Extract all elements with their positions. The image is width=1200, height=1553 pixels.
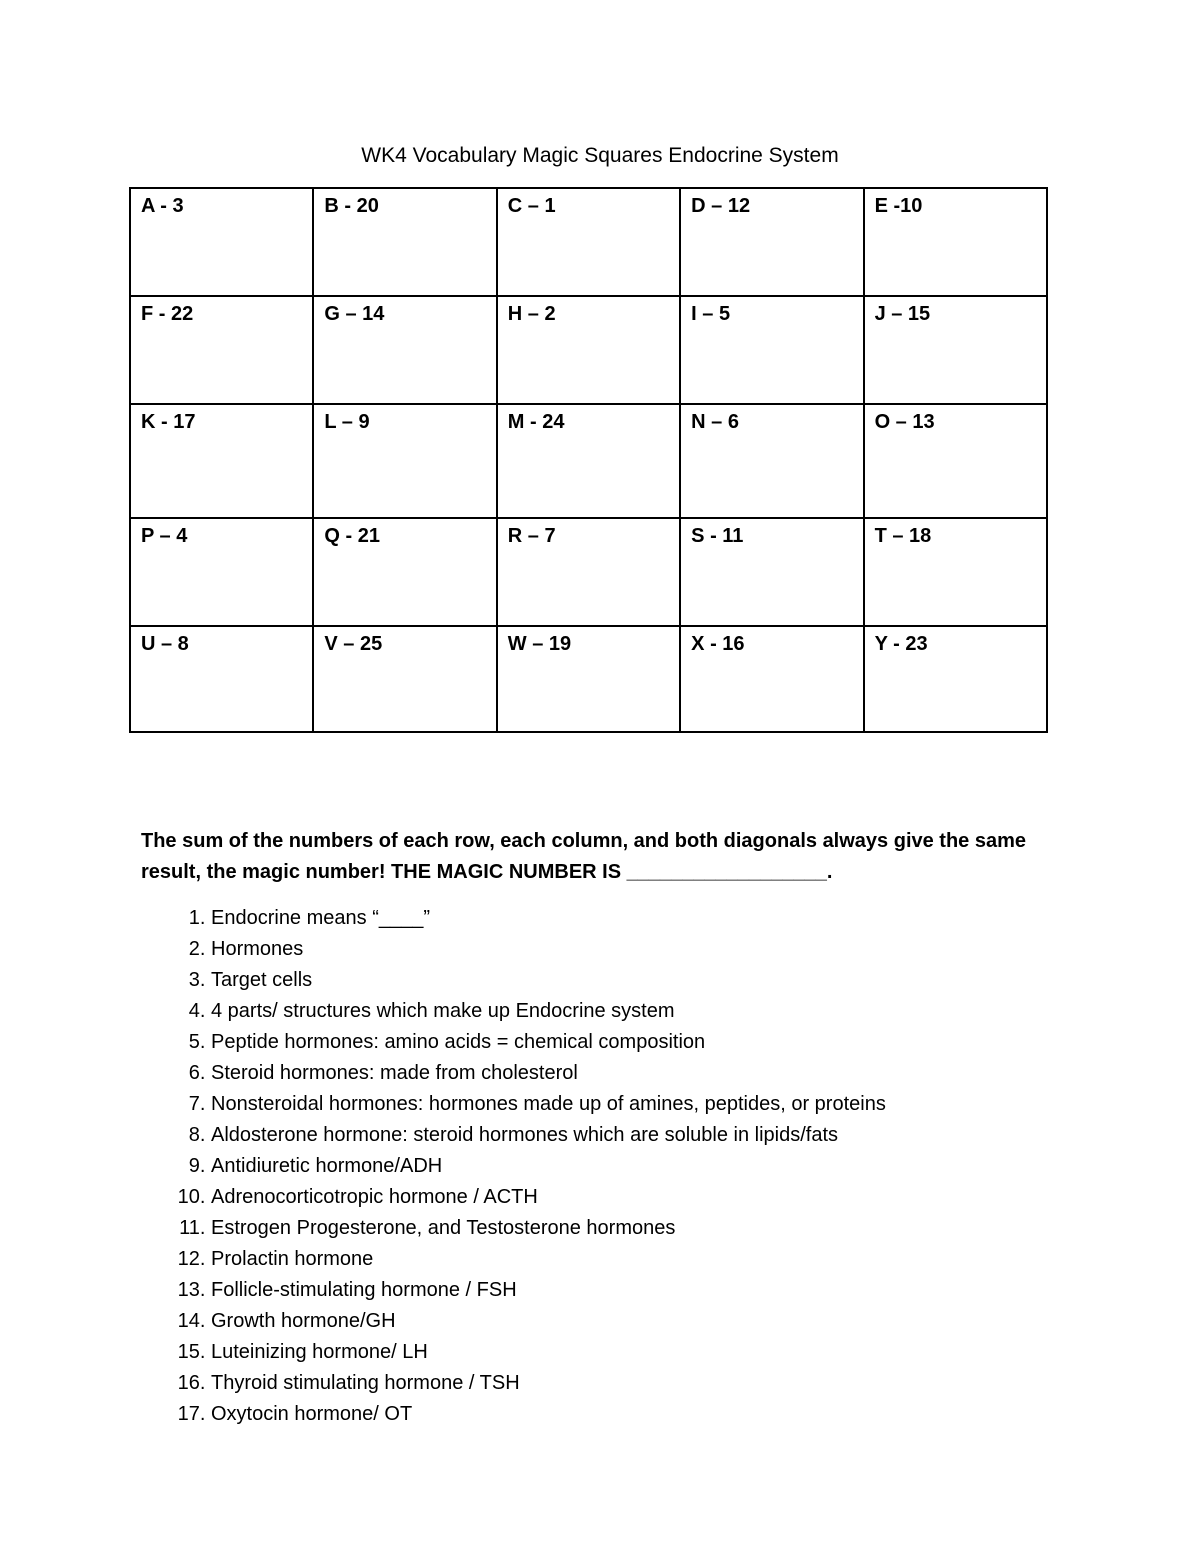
grid-row (130, 296, 1047, 404)
grid-cell[interactable]: U – 8 (130, 626, 313, 732)
grid-cell[interactable]: N – 6 (680, 404, 863, 518)
grid-cell[interactable]: Y - 23 (864, 626, 1047, 732)
magic-number-instructions: The sum of the numbers of each row, each column, and both diagonals always give the same result, the magic number! THE MAGIC NUMBER IS __________________. (141, 830, 1027, 883)
list-item: 17. Oxytocin hormone/ OT (211, 1399, 1111, 1430)
grid-cell[interactable]: H – 2 (497, 296, 680, 404)
grid-cell[interactable]: X - 16 (680, 626, 863, 732)
grid-cell[interactable]: T – 18 (864, 518, 1047, 626)
list-item: 4. 4 parts/ structures which make up Endocrine system (211, 996, 1111, 1027)
grid-cell[interactable]: E -10 (864, 188, 1047, 296)
grid-cell[interactable]: M - 24 (497, 404, 680, 518)
grid-cell[interactable]: D – 12 (680, 188, 863, 296)
list-item: 8. Aldosterone hormone: steroid hormones which are soluble in lipids/fats (211, 1120, 1111, 1151)
list-item: 12. Prolactin hormone (211, 1244, 1111, 1275)
list-item: 2. Hormones (211, 934, 1111, 965)
grid-cell[interactable]: A - 3 (130, 188, 313, 296)
list-item: 6. Steroid hormones: made from cholesterol (211, 1058, 1111, 1089)
grid-cell[interactable]: C – 1 (497, 188, 680, 296)
list-item: 14. Growth hormone/GH (211, 1306, 1111, 1337)
grid-cell[interactable]: P – 4 (130, 518, 313, 626)
grid-cell[interactable]: B - 20 (313, 188, 496, 296)
grid-cell[interactable]: S - 11 (680, 518, 863, 626)
vocabulary-list (211, 903, 1111, 1430)
list-item: 11. Estrogen Progesterone, and Testosterone hormones (211, 1213, 1111, 1244)
grid-cell[interactable]: O – 13 (864, 404, 1047, 518)
grid-row (130, 404, 1047, 518)
grid-row (130, 626, 1047, 732)
grid-cell[interactable]: L – 9 (313, 404, 496, 518)
page-title: WK4 Vocabulary Magic Squares Endocrine System (361, 144, 839, 167)
grid-cell[interactable]: Q - 21 (313, 518, 496, 626)
grid-row (130, 188, 1047, 296)
list-item: 15. Luteinizing hormone/ LH (211, 1337, 1111, 1368)
grid-cell[interactable]: V – 25 (313, 626, 496, 732)
list-item: 1. Endocrine means “____” (211, 903, 1111, 934)
list-item: 7. Nonsteroidal hormones: hormones made up of amines, peptides, or proteins (211, 1089, 1111, 1120)
magic-square-grid (129, 187, 1048, 733)
grid-cell[interactable]: W – 19 (497, 626, 680, 732)
list-item: 3. Target cells (211, 965, 1111, 996)
grid-row (130, 518, 1047, 626)
list-item: 13. Follicle-stimulating hormone / FSH (211, 1275, 1111, 1306)
grid-cell[interactable]: J – 15 (864, 296, 1047, 404)
grid-cell[interactable]: K - 17 (130, 404, 313, 518)
list-item: 9. Antidiuretic hormone/ADH (211, 1151, 1111, 1182)
grid-cell[interactable]: F - 22 (130, 296, 313, 404)
list-item: 10. Adrenocorticotropic hormone / ACTH (211, 1182, 1111, 1213)
grid-cell[interactable]: R – 7 (497, 518, 680, 626)
grid-cell[interactable]: G – 14 (313, 296, 496, 404)
grid-cell[interactable]: I – 5 (680, 296, 863, 404)
list-item: 5. Peptide hormones: amino acids = chemical composition (211, 1027, 1111, 1058)
list-item: 16. Thyroid stimulating hormone / TSH (211, 1368, 1111, 1399)
